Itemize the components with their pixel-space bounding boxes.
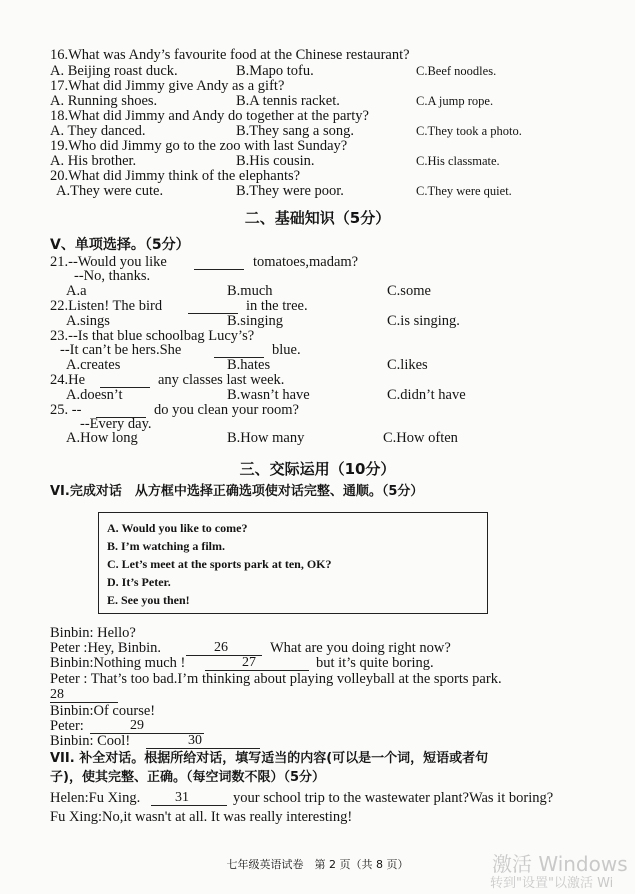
box-option-d: D. It’s Peter.: [107, 575, 171, 589]
option-a: A. They danced.: [50, 123, 146, 139]
part-5-title: V、单项选择。（5分）: [50, 237, 190, 253]
option-b: B.They sang a song.: [236, 123, 354, 139]
option-b: B.wasn’t have: [227, 387, 310, 403]
dialog-text-start: Binbin:Nothing much !: [50, 655, 186, 671]
dialog-text-end: but it’s quite boring.: [316, 655, 434, 671]
stem-end: do you clean your room?: [154, 402, 299, 418]
option-c: C.A jump rope.: [416, 94, 494, 108]
blank-number: 31: [175, 790, 189, 805]
dialog-text-start: Peter :Hey, Binbin.: [50, 640, 162, 656]
dialog-text: Binbin:Of course!: [50, 703, 156, 719]
dialog-text-end: What are you doing right now?: [270, 640, 451, 656]
box-option-c: C. Let’s meet at the sports park at ten, OK?: [107, 557, 332, 571]
option-c: C.His classmate.: [416, 154, 500, 168]
option-b: B.A tennis racket.: [236, 93, 340, 109]
answer-blank-29: [90, 718, 204, 734]
answer-blank: [100, 372, 150, 388]
reply: --Every day.: [80, 416, 152, 432]
stem: 23.--Is that blue schoolbag Lucy’s?: [50, 328, 255, 344]
reply: --No, thanks.: [74, 268, 151, 284]
answer-blank-30: [146, 733, 260, 749]
reply-end: blue.: [272, 342, 301, 358]
stem-end: tomatoes,madam?: [253, 254, 359, 270]
dialog-text-end: your school trip to the wastewater plant?Was it boring?: [233, 790, 554, 806]
option-a: A. Running shoes.: [50, 93, 158, 109]
stem-end: any classes last week.: [158, 372, 285, 388]
stem-start: 21.--Would you like: [50, 254, 167, 270]
section-3-title: 三、交际运用（10分）: [239, 460, 396, 478]
dialog-text: Fu Xing:No,it wasn't at all. It was really interesting!: [50, 809, 353, 825]
option-b: B.How many: [227, 430, 305, 446]
blank-number: 30: [188, 733, 202, 748]
dialog-text: Peter : That’s too bad.I’m thinking about playing volleyball at the sports park.: [50, 671, 502, 687]
option-b: B.hates: [227, 357, 271, 373]
option-b: B.His cousin.: [236, 153, 315, 169]
blank-number: 28: [50, 687, 64, 702]
option-b: B.Mapo tofu.: [236, 63, 314, 79]
option-a: A.How long: [66, 430, 138, 446]
question-stem: 16.What was Andy’s favourite food at the Chinese restaurant?: [50, 47, 410, 63]
page-footer: 七年级英语试卷 第 2 页（共 8 页）: [226, 858, 409, 871]
option-c: C.didn’t have: [387, 387, 466, 403]
stem-end: in the tree.: [246, 298, 308, 314]
blank-number: 27: [242, 655, 256, 670]
option-a: A.doesn’t: [66, 387, 123, 403]
dialog-text: Binbin: Hello?: [50, 625, 136, 641]
options-box: [98, 512, 488, 614]
activation-watermark-title: 激活 Windows: [492, 852, 628, 876]
box-option-b: B. I’m watching a film.: [107, 539, 225, 553]
option-a: A. His brother.: [50, 153, 137, 169]
activation-watermark-subtitle: 转到"设置"以激活 Wi: [490, 876, 614, 891]
answer-blank: [214, 342, 264, 358]
question-stem: 19.Who did Jimmy go to the zoo with last Sunday?: [50, 138, 348, 154]
answer-blank: [194, 254, 244, 270]
option-c: C.They were quiet.: [416, 184, 512, 198]
stem-start: 24.He: [50, 372, 86, 388]
dialog-text: Binbin: Cool!: [50, 733, 131, 749]
option-c: C.is singing.: [387, 313, 460, 329]
option-c: C.some: [387, 283, 431, 299]
part-7-title-line-2: 子)，使其完整、正确。（每空词数不限）（5分）: [50, 770, 325, 785]
question-stem: 17.What did Jimmy give Andy as a gift?: [50, 78, 285, 94]
option-c: C.They took a photo.: [416, 124, 522, 138]
option-a: A. Beijing roast duck.: [50, 63, 178, 79]
option-a: A.They were cute.: [56, 183, 164, 199]
stem-start: 22.Listen! The bird: [50, 298, 163, 314]
option-a: A.creates: [66, 357, 121, 373]
option-c: C.likes: [387, 357, 428, 373]
section-2-title: 二、基础知识（5分）: [244, 209, 391, 227]
option-b: B.much: [227, 283, 273, 299]
option-b: B.They were poor.: [236, 183, 344, 199]
answer-blank-31: [151, 790, 227, 806]
stem-start: 25. --: [50, 402, 82, 418]
reply-start: --It can’t be hers.She: [60, 342, 182, 358]
dialog-text-start: Helen:Fu Xing.: [50, 790, 141, 806]
option-a: A.sings: [66, 313, 110, 329]
option-a: A.a: [66, 283, 87, 299]
question-stem: 18.What did Jimmy and Andy do together at the party?: [50, 108, 369, 124]
box-option-a: A. Would you like to come?: [107, 521, 248, 535]
answer-blank: [188, 298, 238, 314]
part-6-title: VI.完成对话 从方框中选择正确选项使对话完整、通顺。（5分）: [50, 484, 424, 499]
option-c: C.Beef noodles.: [416, 64, 497, 78]
part-7-title-line-1: VII. 补全对话。根据所给对话，填写适当的内容(可以是一个词，短语或者句: [50, 751, 489, 766]
answer-blank-27: [205, 655, 309, 671]
blank-number: 29: [130, 718, 144, 733]
question-stem: 20.What did Jimmy think of the elephants?: [50, 168, 301, 184]
dialog-text: Peter:: [50, 718, 84, 734]
blank-number: 26: [214, 640, 228, 655]
option-c: C.How often: [383, 430, 458, 446]
option-b: B.singing: [227, 313, 283, 329]
box-option-e: E. See you then!: [107, 593, 190, 607]
